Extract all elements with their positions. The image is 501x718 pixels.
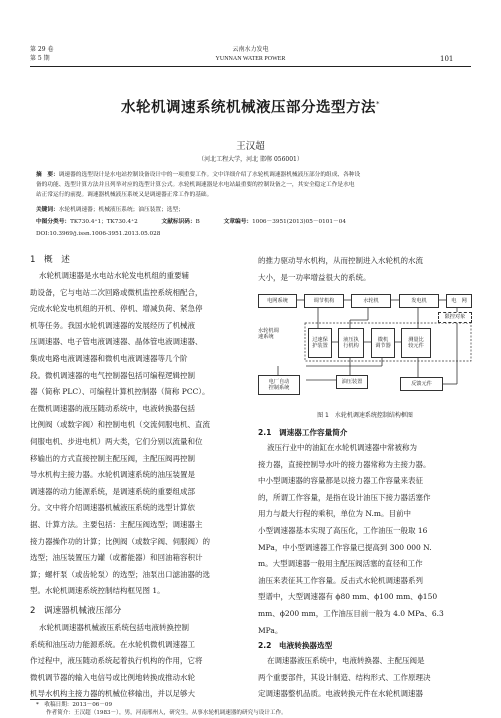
text-line: 分。文中将介绍调速器机械液压系统的选型计算依 <box>30 503 195 513</box>
text-line: 导水机构主接力器。水轮机调速系统的油压装置是 <box>30 470 195 480</box>
text-line: 水轮机调速器是水电站水轮发电机组的重要辅 <box>39 271 189 280</box>
affiliation: （河北工程大学，河北 邯郸 056001） <box>198 156 303 163</box>
text-line: 伺服电机、步进电机）两大类，它们分别以流量和位 <box>30 436 203 446</box>
author-name: 王汉超 <box>236 141 265 152</box>
text-line: 微机调节器的输入电信号或比例地转换成推动水轮 <box>30 672 195 682</box>
text-line: 在微机调速器的液压随动系统中，电液转换器包括 <box>30 403 195 413</box>
section-1-title: 1 概 述 <box>30 255 70 265</box>
text-line: 段。微机调速器的电气控制器包括可编程逻辑控制 <box>30 370 195 380</box>
header-rule <box>30 66 471 67</box>
page-number: 101 <box>440 55 454 63</box>
keywords: 关键词：水轮机调速器；机械液压系统；油压装置；选型； <box>36 207 184 213</box>
text-line: 液压行业中的油缸在水轮机调速器中常被称为 <box>267 443 417 452</box>
fig-box-feedback: 反馈元件 <box>400 377 443 391</box>
text-line: 集成电路电液调速器和微机电液调速器等几个阶 <box>30 353 188 363</box>
fig-box-measure-compare: 测量比 较元件 <box>401 328 431 358</box>
text-line: 选型；油压装置压力罐（或蓄能器）和回油箱容积计 <box>30 553 203 563</box>
text-line: 机等任务。我国水轮机调速器的发展经历了机械液 <box>30 320 195 330</box>
figure-1-caption: 图 1 水轮机调速系统控制结构框图 <box>317 412 413 419</box>
fig-box-power-grid: 电网系统 <box>258 294 297 308</box>
text-line: 接力器操作功的计算；比例阀（或数字阀、伺服阀）的 <box>30 536 210 546</box>
text-line: 中小型调速器的容量都是以接力器工作容量来表征 <box>258 476 423 486</box>
fig-box-oil-pressure-device: 油压装置 <box>336 375 368 389</box>
footnote-received: * 收稿日期：2013－06－09 <box>36 702 113 708</box>
section-1-body <box>30 268 244 600</box>
text-line: 作过程中，液压随动系统起着执行机构的作用，它将 <box>30 656 203 666</box>
section-2-body <box>30 620 244 703</box>
text-line: 器（简称 PLC）、可编程计算机控制器（简称 PCC）。 <box>30 387 210 397</box>
fig-box-regulating-mechanism: 调节机构 <box>304 294 344 308</box>
issue-label: 第 5 期 <box>30 55 50 62</box>
paper-title: 水轮机调速系统机械液压部分选型方法* <box>121 100 380 116</box>
text-line: m。大型调速器一般用主配压阀活塞的直径和工作 <box>258 559 423 569</box>
text-line: 型谱中，大型调速器有 ϕ80 mm、ϕ100 mm、ϕ150 <box>258 592 438 602</box>
journal-name-en: YUNNAN WATER POWER <box>215 56 286 62</box>
fig-box-micro-regulator: 微机 调节器 <box>371 328 395 358</box>
text-line: 移输出的方式直接控制主配压阀，主配压阀再控制 <box>30 453 195 463</box>
volume-label: 第 29 卷 <box>30 46 54 53</box>
section-2-2-title: 2.2 电液转换器选型 <box>258 641 333 650</box>
text-line: 算；螺杆泵（或齿轮泵）的选型；油泵出口滤油器的选 <box>30 569 210 579</box>
text-line: MPa，中小型调速器工作容量已提高到 300 000 N. <box>258 542 432 552</box>
text-line: 的推力驱动导水机构，从而控制进入水轮机的水流 <box>258 256 423 265</box>
text-line: MPa。 <box>258 625 283 635</box>
section-2-1-body <box>258 440 472 639</box>
text-line: 据、计算方法。主要包括：主配压阀选型；调速器主 <box>30 519 203 529</box>
fig-box-hydraulic-actuator: 液压执 行机构 <box>338 328 364 358</box>
classification-line: 中图分类号：TK730.4⁺1；TK730.4⁺2 文献标识码：B 文章编号：1006－3951(2013)05－0101－04 <box>36 219 346 225</box>
text-line: 调速器的动力能源系统，是调速系统的重要组成部 <box>30 486 195 496</box>
section-2-title: 2 调速器机械液压部分 <box>30 606 122 616</box>
text-line: 大小，是一功率增益很大的系统。 <box>258 272 371 282</box>
text-line: 完成水轮发电机组的开机、停机、增减负荷、紧急停 <box>30 304 203 314</box>
text-line: 机导水机构主接力器的机械位移输出，并以足够大 <box>30 689 195 699</box>
text-line: 型。水轮机调速系统控制结构框见图 1。 <box>30 586 165 596</box>
fig-box-load-control: 限控对象 <box>438 312 472 323</box>
footnote-author-info: 作者简介：王汉超（1983－），男，河南邢州人，研究生，从事水轮机调速器的研究与设计工作。 <box>46 710 287 716</box>
text-line: 的，所谓工作容量，是指在设计油压下接力器活塞作 <box>258 492 431 502</box>
fig-box-grid: 电 网 <box>446 294 472 308</box>
right-top-body <box>258 253 472 286</box>
section-2-1-title: 2.1 调速器工作容量简介 <box>258 428 348 437</box>
fig-box-overspeed-protection: 过速保 护装置 <box>308 328 332 358</box>
text-line: 定调速器整机品质。电液转换元件在水轮机调速器 <box>258 689 423 699</box>
text-line: 系统和油压动力能源系统。在水轮机微机调速器工 <box>30 639 195 649</box>
fig-box-turbine: 水轮机 <box>351 294 391 308</box>
doi: DOI:10.3969/j.issn.1006-3951.2013.05.028 <box>36 231 161 237</box>
fig-box-generator: 发电机 <box>399 294 439 308</box>
abstract: 摘 要：调速器的选型设计是水电站控制设备设计中的一项重要工作。文中详细介绍了水轮机调速器机械液压部分的组成、各种设 备的功能、选型计算方法并且列举对应的选型计算公式。水轮机调速器是水电站最重要的控制设备之一，其安全稳定工作是水电 站正常运行的前提。调速器机械液压系统又是调速器正常工作的基础。 <box>36 172 361 198</box>
text-line: mm、ϕ200 mm，工作油压目前一般为 4.0 MPa、6.3 <box>258 608 444 618</box>
text-line: 油压来表征其工作容量。反击式水轮机调速器系列 <box>258 575 423 585</box>
text-line: 两个重要部件，其设计制造、结构形式、工作原理决 <box>258 672 431 682</box>
section-2-2-body <box>258 653 472 703</box>
text-line: 用力与最大行程的乘积，单位为 N.m。目前中 <box>258 509 411 519</box>
text-line: 压调速器、电子管电液调速器、晶体管电液调速器、 <box>30 337 203 347</box>
text-line: 在调速器液压系统中，电液转换器、主配压阀是 <box>267 656 425 665</box>
text-line: 接力器，直接控制导水叶的接力器常称为主接力器。 <box>258 459 431 469</box>
text-line: 助设备，它与电站二次回路或微机监控系统相配合， <box>30 287 203 297</box>
fig-box-plant-auto-control: 电厂自动 控制系统 <box>258 375 300 395</box>
journal-name: 云南水力发电 <box>232 46 269 53</box>
figure-1 <box>258 292 472 402</box>
text-line: 比例阀（或数字阀）和控制电机（交流伺服电机、直流 <box>30 420 210 430</box>
text-line: 水轮机调速器机械液压系统包括电液转换控制 <box>39 623 189 632</box>
text-line: 小型调速器基本实现了高压化，工作油压一般取 16 <box>258 525 428 535</box>
fig-label-governing-system: 水轮机调 速系统 <box>258 326 290 342</box>
